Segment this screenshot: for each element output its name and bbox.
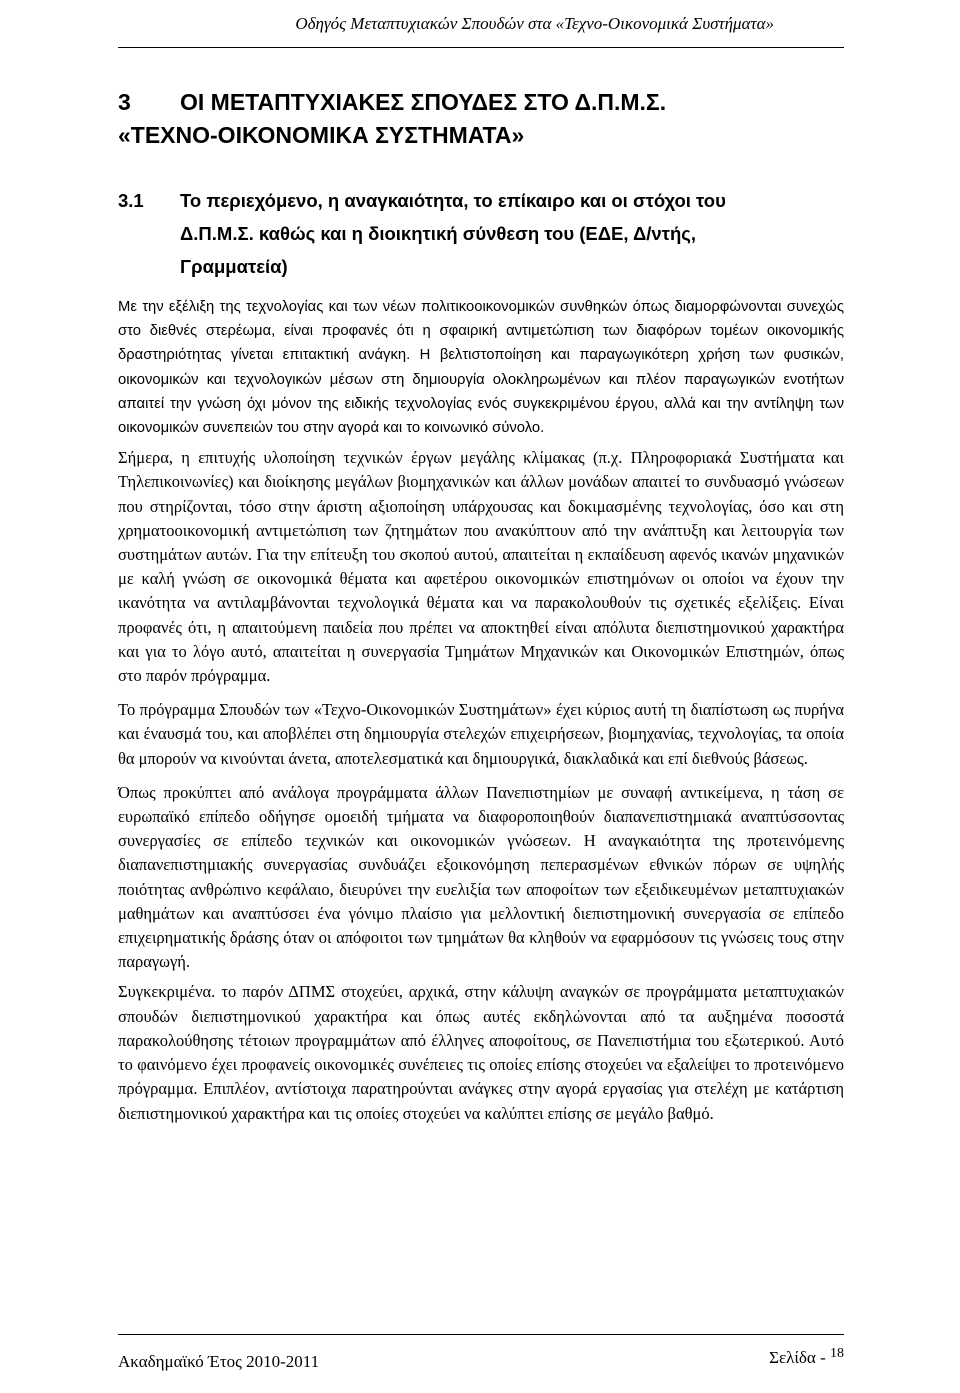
paragraph-5: Συγκεκριμένα. το παρόν ΔΠΜΣ στοχεύει, αρχικά, στην κάλυψη αναγκών σε προγράμματα μεταπτυχιακών σπουδών διεπιστημονικού χαρακτήρα και όπως αυτές εκδηλώνονται από τα αυξημένα ποσοστά παρακολούθησης τέτοιων προγραμμάτων από έλληνες αποφοίτους, σε Πανεπιστήμια του εξωτερικού. Αυτό το φαινόμενο έχει προφανείς οικονομικές συνέπειες τις οποίες επίσης στοχεύει να εξαλείψει το προτεινόμενο πρόγραμμα. Επιπλέον, αντίστοιχα παρατηρούνται ανάγκες στην αγορά εργασίας για στελέχη με κατάρτιση διεπιστημονικού χαρακτήρα και τις οποίες στοχεύει να καλύπτει επίσης σε μεγάλο βαθμό.: [118, 982, 844, 1123]
footer-academic-year: Ακαδημαϊκό Έτος 2010-2011: [118, 1352, 320, 1371]
body-text: [118, 295, 844, 1126]
section-title-line1: Το περιεχόμενο, η αναγκαιότητα, το επίκαιρο και οι στόχοι του: [180, 190, 726, 211]
footer-page: [769, 1346, 844, 1368]
running-header: Οδηγός Μεταπτυχιακών Σπουδών στα «Τεχνο-Οικονομικά Συστήματα»: [295, 14, 774, 33]
page-number: 18: [830, 1346, 844, 1361]
header-rule: [118, 47, 844, 48]
page-label: Σελίδα -: [769, 1348, 826, 1367]
section-heading: [118, 184, 844, 283]
section-title-line3: Γραμματεία): [180, 256, 288, 277]
paragraph-3: Το πρόγραμμα Σπουδών των «Τεχνο-Οικονομικών Συστημάτων» έχει κύριος αυτή τη διαπίστωση ως πυρήνα και έναυσμά του, και αποβλέπει στη δημιουργία στελεχών επιχειρήσεων, βιομηχανίας, τεχνολογίας, τα οποία θα μπορούν να κινούνται άνετα, αποτελεσματικά και δημιουργικά, διακλαδικά και επί διεθνούς βάσεως.: [118, 700, 844, 768]
section-title-line2: Δ.Π.Μ.Σ. καθώς και η διοικητική σύνθεση του (ΕΔΕ, Δ/ντής,: [180, 223, 697, 244]
chapter-number: 3: [118, 89, 131, 115]
section-number: 3.1: [118, 190, 144, 211]
footer-rule: [118, 1334, 844, 1335]
chapter-heading: [118, 86, 844, 152]
chapter-title-line1: ΟΙ ΜΕΤΑΠΤΥΧΙΑΚΕΣ ΣΠΟΥΔΕΣ ΣΤΟ Δ.Π.Μ.Σ.: [180, 89, 667, 115]
paragraph-2: Σήμερα, η επιτυχής υλοποίηση τεχνικών έργων μεγάλης κλίμακας (π.χ. Πληροφοριακά Συστήματα και Τηλεπικοινωνίες) και διοίκησης μεγάλων βιομηχανικών και άλλων μονάδων απαιτεί το συνδυασμό γνώσεων που στηρίζονται, τόσο στην άριστη αξιοποίηση υπάρχουσας και δοκιμασμένης τεχνολογίας, όσο και στη χρηματοοικονομική αντιμετώπιση των ζητημάτων που ανακύπτουν από την ανάπτυξη και λειτουργία των συστημάτων αυτών. Για την επίτευξη του σκοπού αυτού, απαιτείται η εκπαίδευση αφενός ικανών μηχανικών με καλή γνώση σε οικονομικά θέματα και αφετέρου οικονομικών επιστημόνων οι οποίοι να έχουν την ικανότητα να αντιλαμβάνονται τεχνολογικά θέματα και να παρακολουθούν τις σχετικές εξελίξεις. Είναι προφανές ότι, η απαιτούμενη παιδεία που πρέπει να αποκτηθεί είναι απόλυτα διεπιστημονικού χαρακτήρα και για το λόγο αυτό, απαιτείται η συνεργασία Τμημάτων Μηχανικών και Οικονομικών Επιστημών, όπως στο παρόν πρόγραμμα.: [118, 448, 844, 686]
paragraph-1: Με την εξέλιξη της τεχνολογίας και των νέων πολιτικοοικονομικών συνθηκών όπως διαμορφώνονται συνεχώς στο διεθνές στερέωμα, είναι προφανές ότι η σφαιρική αντιμετώπιση των διαφόρων τομέων οικονομικής δραστηριότητας γίνεται επιτακτική ανάγκη. Η βελτιστοποίηση και παραγωγικότερη χρήση των φυσικών, οικονομικών και τεχνολογικών μέσων στη δημιουργία ολοκληρωμένων και πλέον παραγωγικών ενοτήτων απαιτεί την γνώση όχι μόνον της ειδικής τεχνολογίας ενός συγκεκριμένου έργου, αλλά και την αντίληψη των οικονομικών συνεπειών του στην αγορά και το κοινωνικό σύνολο.: [118, 299, 844, 437]
paragraph-4: Όπως προκύπτει από ανάλογα προγράμματα άλλων Πανεπιστημίων με συναφή αντικείμενα, η τάση σε ευρωπαϊκό επίπεδο οδήγησε ομοειδή τμήματα να διαφοροποιηθούν διαπανεπιστημιακά αναπτύσσοντας συνεργασίες σε επίπεδο τεχνικών και οικονομικών γνώσεων. Η αναγκαιότητα της προτεινόμενης διαπανεπιστημιακής συνεργασίας συνδυάζει εξοικονόμηση πεπερασμένων εθνικών πόρων σε υψηλής ποιότητας ανθρώπινο κεφάλαιο, διευρύνει την ευελιξία των αποφοίτων των εξειδικευμένων μεταπτυχιακών μαθημάτων και αναπτύσσει ένα γόνιμο πλαίσιο για μελλοντική διεπιστημονική συνεργασία σε επίπεδο επιχειρηματικής δράσης όταν οι απόφοιτοι των τμημάτων θα κληθούν να εφαρμόσουν τις γνώσεις τους στην παραγωγή.: [118, 782, 844, 972]
chapter-title-line2: «ΤΕΧΝΟ-ΟΙΚΟΝΟΜΙΚΑ ΣΥΣΤΗΜΑΤΑ»: [118, 122, 525, 148]
